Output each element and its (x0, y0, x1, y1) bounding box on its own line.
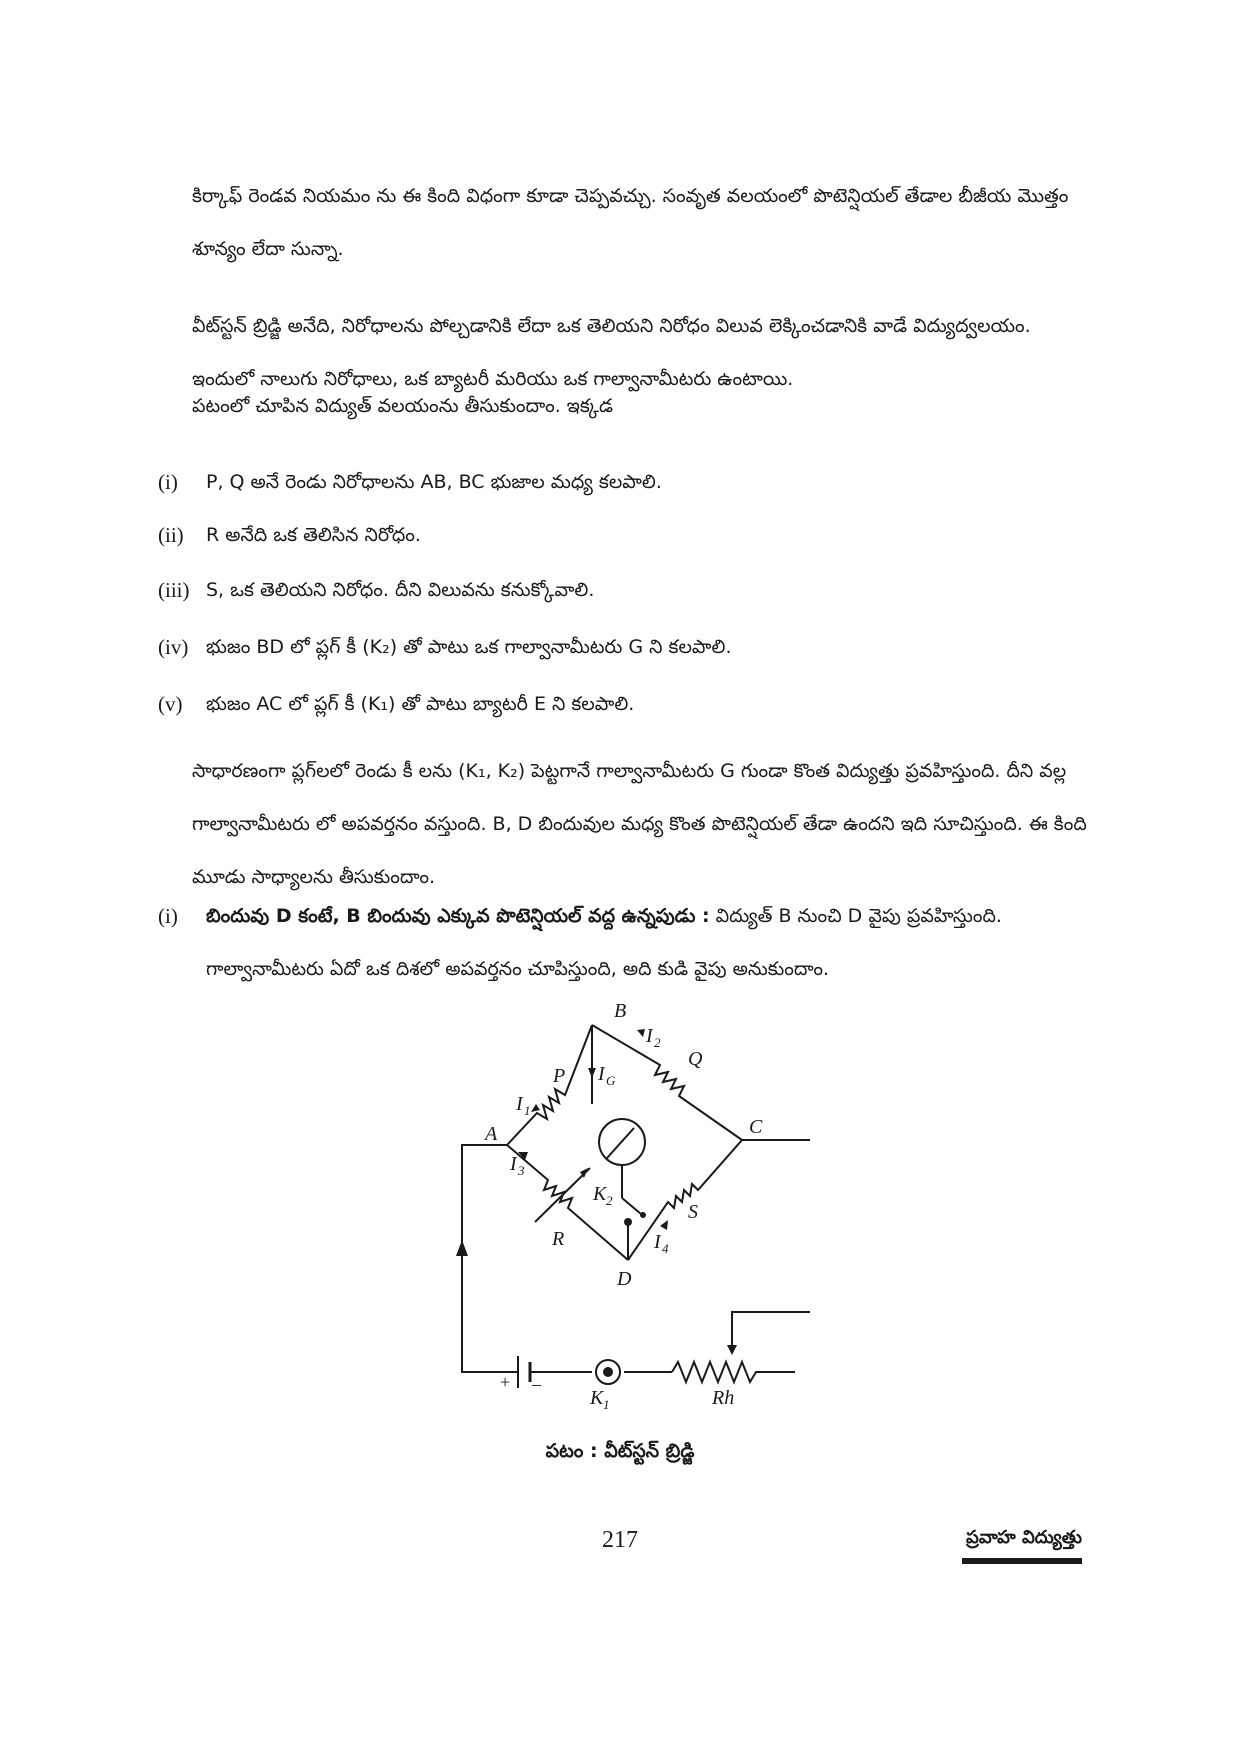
list-item-text: R అనేది ఒక తెలిసిన నిరోధం. (206, 524, 421, 546)
list-item (158, 692, 1098, 716)
case-item (158, 890, 1098, 996)
label-I4-subscript: 4 (662, 1241, 669, 1256)
label-S: S (688, 1201, 698, 1223)
label-I2-subscript: 2 (654, 1035, 661, 1050)
case-heading: బిందువు D కంటే, B బిందువు ఎక్కువ పొటెన్షియల్ వద్ద ఉన్నపుడు : (206, 905, 710, 927)
list-item (158, 523, 1098, 547)
list-item-number: (iv) (158, 635, 189, 659)
list-item (158, 578, 1098, 602)
list-item-number: (i) (158, 470, 178, 494)
running-head: ప్రవాహ విద్యుత్తు (966, 1527, 1082, 1548)
list-item-number: (v) (158, 692, 183, 716)
label-I3: I (510, 1153, 517, 1175)
resistor-P (507, 1025, 592, 1145)
label-C: C (749, 1116, 763, 1138)
label-P: P (553, 1065, 566, 1087)
label-I4: I (654, 1231, 661, 1253)
label-minus: – (532, 1374, 541, 1394)
paragraph-galvanometer-deflection: సాధారణంగా ప్లగ్‌లలో రెండు కీ లను (K₁, K₂) పెట్టగానే గాల్వానామీటరు G గుండా కొంత విద్యుత్తు ప్రవహిస్తుంది. దీని వల్ల గాల్వానామీటరు లో అపవర్తనం వస్తుంది. B, D బిందువుల మధ్య కొంత పొటెన్షియల్ తేడా ఉందని ఇది సూచిస్తుంది. ఈ కింది మూడు సాధ్యాలను తీసుకుందాం. (192, 760, 1087, 888)
paragraph-wheatstone-intro: వీట్‌స్టన్ బ్రిడ్జి అనేది, నిరోధాలను పోల్చడానికి లేదా ఒక తెలియని నిరోధం విలువ లెక్కించడానికి వాడే విద్యుద్వలయం. ఇందులో నాలుగు నిరోధాలు, ఒక బ్యాటరీ మరియు ఒక గాల్వానామీటరు ఉంటాయి. (192, 315, 1031, 390)
page-number: 217 (602, 1527, 638, 1553)
label-R: R (552, 1228, 565, 1250)
label-B: B (614, 1000, 627, 1022)
resistor-S (628, 1140, 742, 1260)
running-head-rule (962, 1558, 1082, 1564)
label-A: A (485, 1123, 498, 1145)
case-number: (i) (158, 904, 178, 928)
label-plus: + (500, 1372, 511, 1392)
label-K1-subscript: 1 (603, 1397, 610, 1410)
label-Q: Q (688, 1048, 703, 1070)
label-IG-subscript: G (606, 1073, 616, 1088)
current-arrow-up (456, 1240, 468, 1256)
label-I1-subscript: 1 (524, 1103, 531, 1118)
wheatstone-bridge-diagram (450, 990, 810, 1410)
key-K2-contact (624, 1218, 632, 1226)
label-I3-subscript: 3 (518, 1163, 525, 1178)
figure-caption: పటం : వీట్‌స్టన్ బ్రిడ్జి (545, 1440, 695, 1462)
label-K2-subscript: 2 (606, 1193, 613, 1208)
paragraph-consider-circuit: పటంలో చూపిన విద్యుత్ వలయంను తీసుకుందాం. ఇక్కడ (192, 395, 614, 417)
list-item-number: (ii) (158, 523, 184, 547)
slider-arrow (727, 1345, 737, 1355)
case-text: విద్యుత్ B నుంచి D వైపు ప్రవహిస్తుంది. గాల్వానామీటరు ఏదో ఒక దిశలో అపవర్తనం చూపిస్తుంది, అది కుడి వైపు అనుకుందాం. (206, 905, 1002, 980)
wire-left (462, 1145, 518, 1372)
wire-right (742, 1140, 810, 1245)
label-I2: I (646, 1025, 653, 1047)
rheostat-Rh (672, 1362, 795, 1382)
label-I1: I (516, 1093, 523, 1115)
list-item (158, 635, 1098, 659)
list-item-number: (iii) (158, 578, 190, 602)
label-D: D (617, 1268, 632, 1290)
list-item-text: భుజం AC లో ప్లగ్ కీ (K₁) తో పాటు బ్యాటరీ E ని కలపాలి. (206, 693, 635, 715)
label-K2: K (593, 1183, 607, 1205)
label-K1: K (590, 1387, 604, 1409)
list-item-text: భుజం BD లో ప్లగ్ కీ (K₂) తో పాటు ఒక గాల్వానామీటరు G ని కలపాలి. (206, 636, 732, 658)
list-item (158, 470, 1098, 494)
list-item-text: S, ఒక తెలియని నిరోధం. దీని విలువను కనుక్కోవాలి. (206, 579, 595, 601)
label-IG: I (598, 1063, 605, 1085)
label-Rh: Rh (712, 1387, 735, 1409)
list-item-text: P, Q అనే రెండు నిరోధాలను AB, BC భుజాల మధ్య కలపాలి. (206, 471, 662, 493)
paragraph-kirchhoff-law: కిర్కాఫ్ రెండవ నియమం ను ఈ కింది విధంగా కూడా చెప్పవచ్చు. సంవృత వలయంలో పొటెన్షియల్ తేడాల బీజీయ మొత్తం శూన్యం లేదా సున్నా. (192, 185, 1069, 260)
current-arrow-IG (588, 1068, 596, 1078)
